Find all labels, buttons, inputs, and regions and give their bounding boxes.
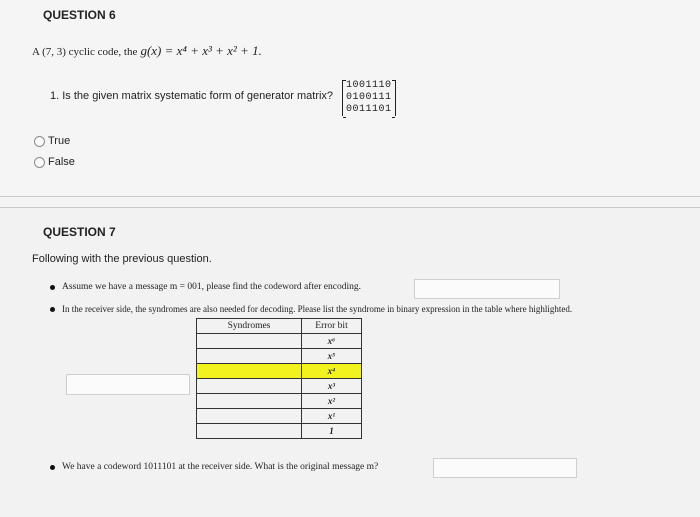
radio-true[interactable] [34, 136, 45, 147]
syndrome-table [196, 318, 362, 439]
syndrome-input[interactable] [66, 374, 190, 395]
error-bit-cell: x⁶ [302, 334, 362, 349]
matrix-row: 1001110 [346, 80, 392, 91]
error-bit-cell: 1 [302, 424, 362, 439]
error-bit-cell: x³ [302, 379, 362, 394]
question-6-text: 1. Is the given matrix systematic form of generator matrix? [50, 90, 334, 102]
syndrome-cell [197, 349, 302, 364]
bullet-codeword-text: Assume we have a message m = 001, please find the codeword after encoding. [62, 282, 361, 292]
option-true[interactable] [34, 135, 70, 147]
syndrome-cell [197, 379, 302, 394]
error-bit-cell: x⁴ [302, 364, 362, 379]
syndromes-header: Syndromes [197, 319, 302, 334]
table-row [197, 424, 362, 439]
matrix-row: 0100111 [346, 92, 392, 103]
syndrome-cell [197, 409, 302, 424]
divider [0, 196, 700, 197]
question-6-intro [32, 43, 262, 59]
option-false-label: False [48, 156, 75, 168]
generator-polynomial: g(x) = x⁴ + x³ + x² + 1. [140, 43, 262, 58]
option-true-label: True [48, 135, 71, 147]
codeword-input[interactable] [414, 279, 560, 299]
option-false[interactable] [34, 156, 75, 168]
error-bit-header: Error bit [302, 319, 362, 334]
syndrome-cell [197, 394, 302, 409]
table-row [197, 379, 362, 394]
bullet-dot [50, 307, 55, 312]
bullet-dot [50, 285, 55, 290]
table-row [197, 349, 362, 364]
error-bit-cell: x⁵ [302, 349, 362, 364]
generator-matrix [342, 80, 396, 116]
table-row [197, 409, 362, 424]
question-7-intro: Following with the previous question. [32, 253, 212, 265]
radio-false[interactable] [34, 157, 45, 168]
bullet-codeword [50, 282, 361, 292]
syndrome-cell [197, 424, 302, 439]
matrix-row: 0011101 [346, 104, 392, 115]
bullet-message-text: We have a codeword 1011101 at the receiver side. What is the original message m? [62, 462, 379, 472]
bullet-syndrome [50, 304, 572, 314]
syndrome-cell [197, 334, 302, 349]
error-bit-cell: x¹ [302, 409, 362, 424]
syndrome-cell-highlighted [197, 364, 302, 379]
question-7-heading: QUESTION 7 [43, 225, 116, 239]
table-row [197, 334, 362, 349]
bullet-syndrome-text: In the receiver side, the syndromes are also needed for decoding. Please list the syndrome in binary expression in the table where highlighted. [62, 304, 573, 314]
error-bit-cell: x² [302, 394, 362, 409]
question-6-heading: QUESTION 6 [43, 8, 116, 22]
highlighted-row [197, 364, 362, 379]
bullet-dot [50, 465, 55, 470]
bullet-message [50, 462, 378, 472]
intro-prefix: A (7, 3) cyclic code, the [32, 46, 138, 58]
table-row [197, 394, 362, 409]
message-input[interactable] [433, 458, 577, 478]
